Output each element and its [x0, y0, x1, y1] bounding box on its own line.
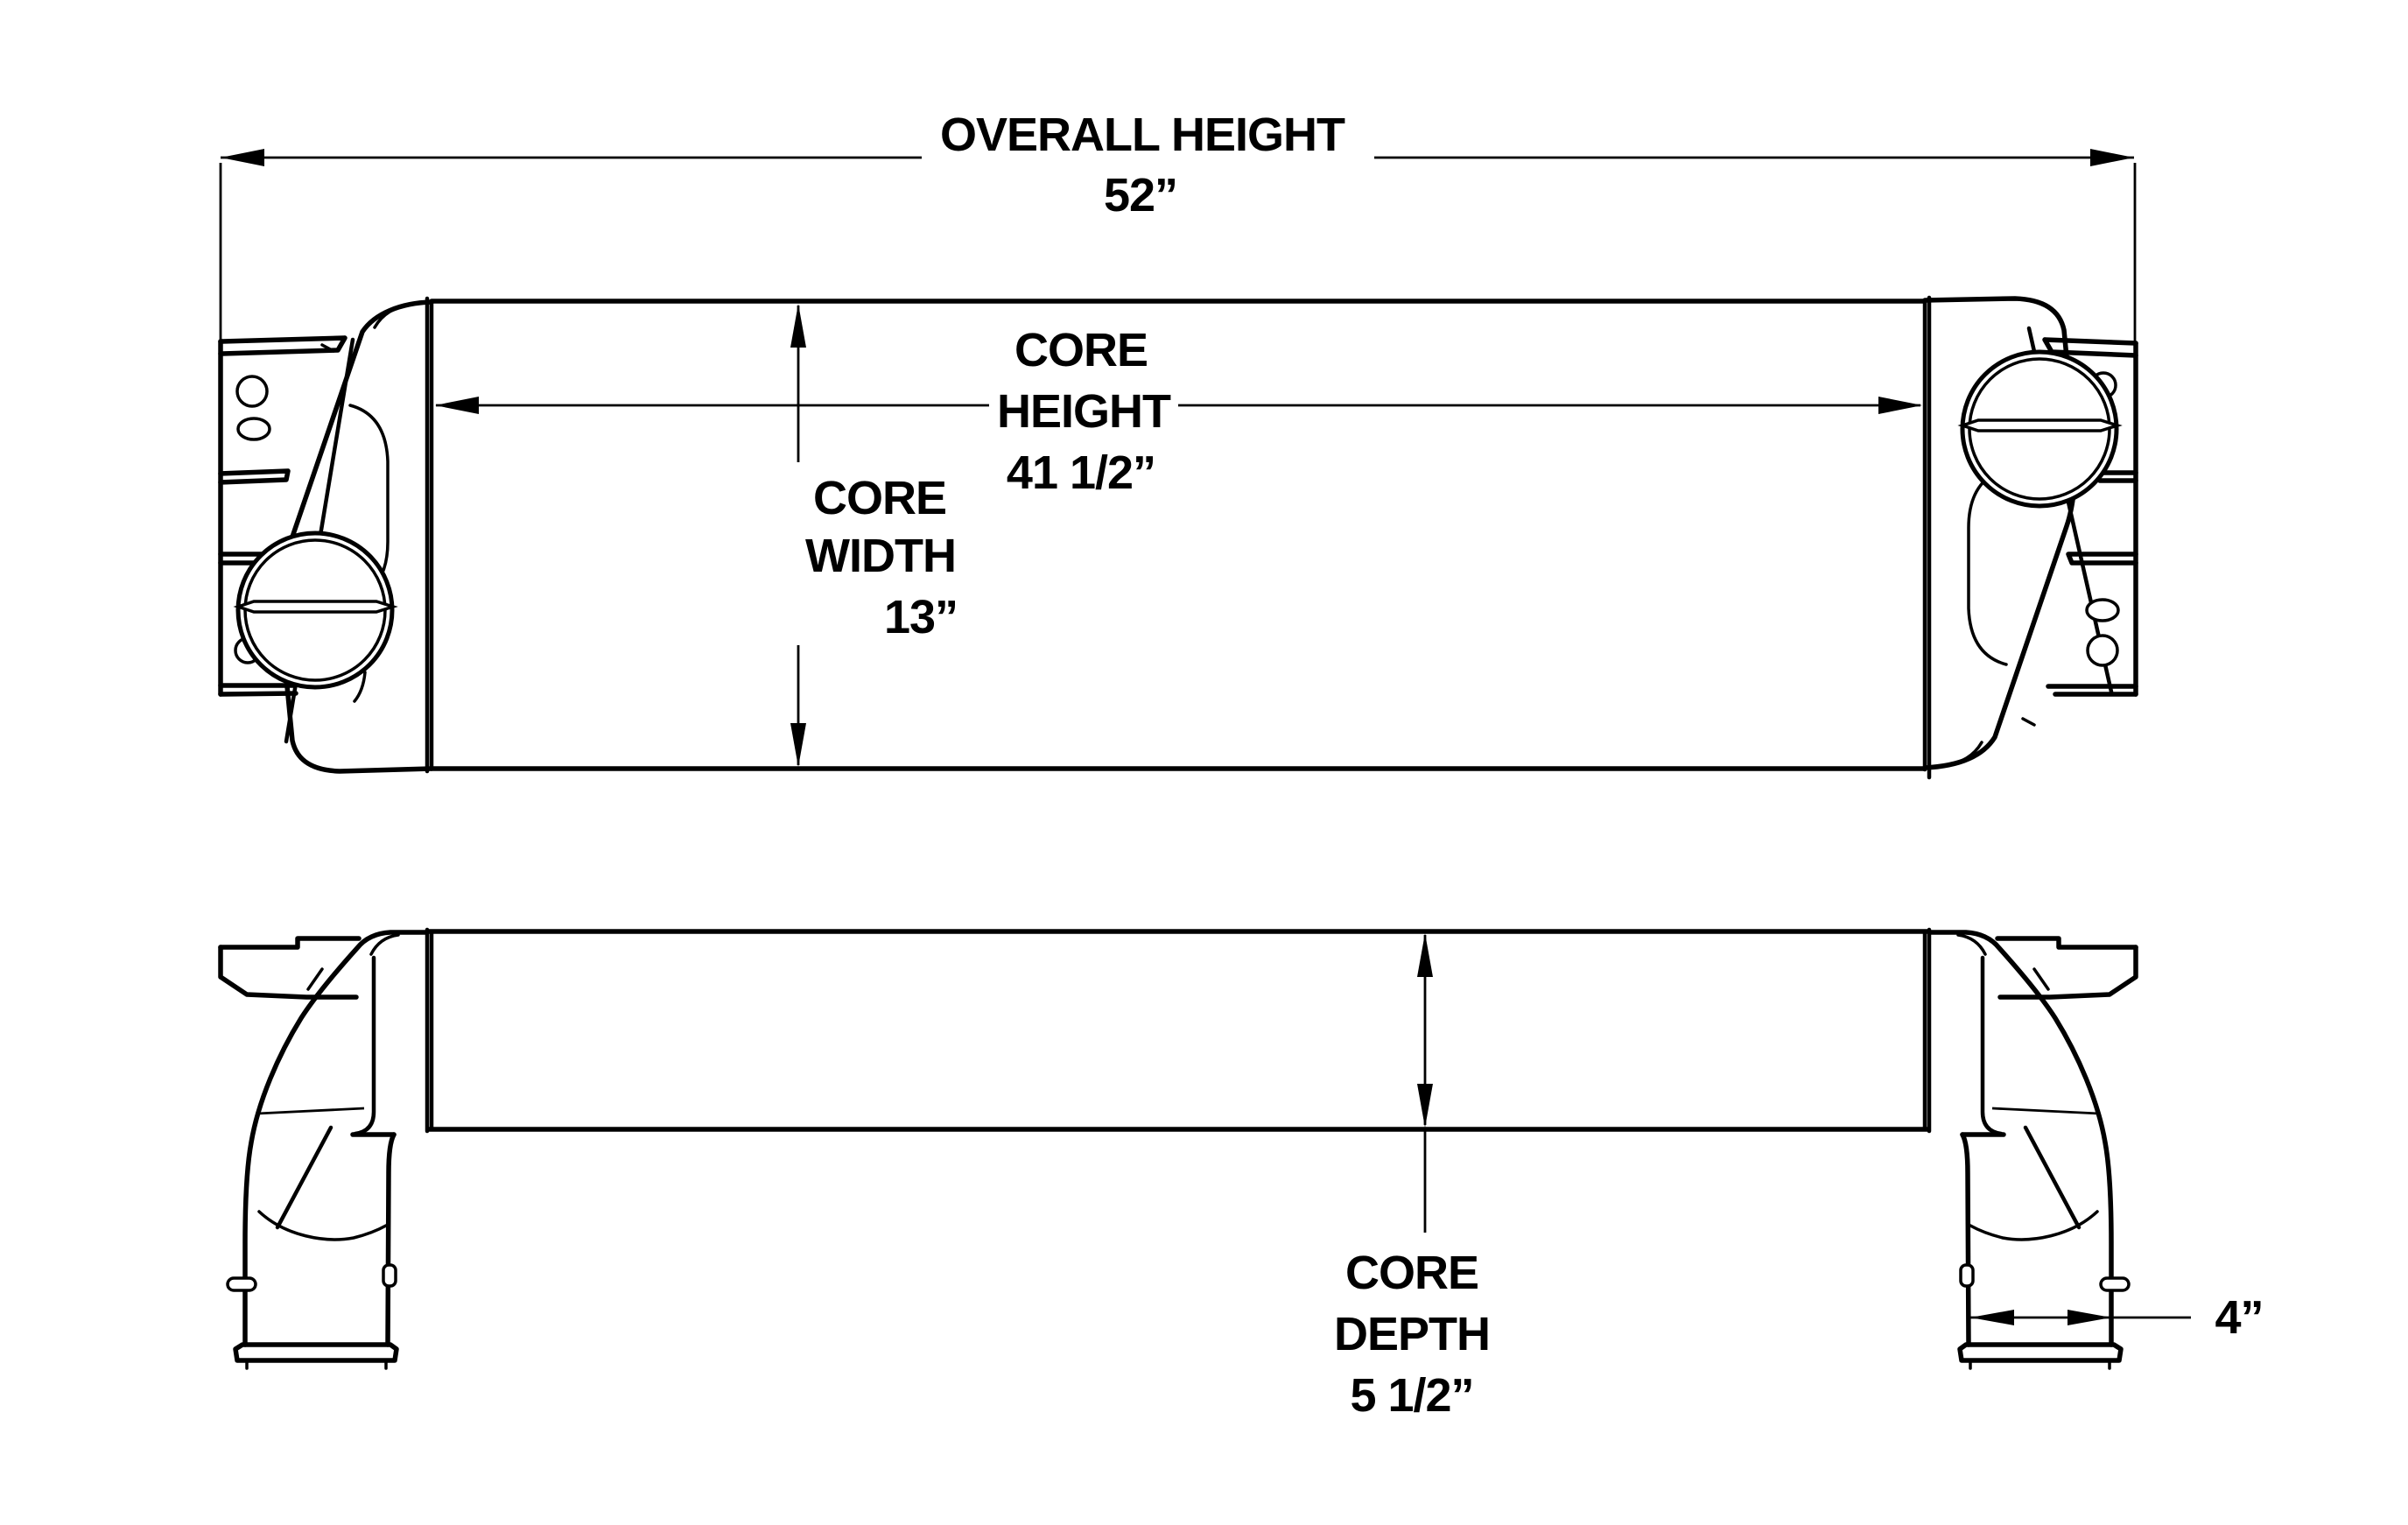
side-view — [221, 930, 2264, 1422]
port-plug-bar — [1962, 420, 2117, 431]
left-elbow-assembly — [221, 932, 427, 1368]
core-width-label-2: WIDTH — [805, 530, 956, 582]
core-depth-label-2: DEPTH — [1333, 1308, 1491, 1360]
bracket-hole-slot — [2087, 600, 2118, 621]
core-front — [427, 298, 1929, 777]
left-port — [235, 533, 393, 687]
bracket-hole-slot — [238, 418, 270, 439]
core-width-value: 13” — [883, 591, 958, 643]
arrowhead-right — [1878, 397, 1922, 414]
overall-height-dimension — [221, 109, 2135, 343]
core-depth-dimension — [1334, 933, 1490, 1422]
bracket-hole-round — [237, 376, 267, 406]
arrowhead-down — [1417, 1084, 1433, 1128]
overall-height-value: 52” — [1103, 169, 1178, 221]
arrowhead-right — [2090, 149, 2134, 166]
core-depth-value: 5 1/2” — [1350, 1369, 1474, 1422]
core-height-label-1: CORE — [1014, 324, 1148, 376]
core-height-label-2: HEIGHT — [996, 385, 1171, 438]
overall-height-label: OVERALL HEIGHT — [939, 109, 1345, 161]
outlet-width-value: 4” — [2215, 1291, 2264, 1344]
elbow-crease — [277, 1128, 331, 1227]
core-width-dimension — [790, 304, 958, 767]
right-elbow-assembly — [1929, 932, 2136, 1368]
arrowhead-up — [1417, 933, 1433, 977]
core-height-value: 41 1/2” — [1006, 446, 1156, 499]
clamp-ear — [228, 1278, 256, 1290]
core-depth-label-1: CORE — [1344, 1247, 1479, 1299]
front-view — [221, 109, 2136, 777]
arrowhead-left — [1970, 1310, 2014, 1325]
bracket-hole-round — [2088, 636, 2117, 665]
arrowhead-left — [435, 397, 479, 414]
right-port — [1962, 352, 2117, 506]
outlet-flange — [235, 1345, 397, 1360]
side-bracket-tab — [221, 938, 359, 947]
port-plug-bar — [238, 601, 393, 612]
core-side — [427, 930, 1929, 1131]
core-height-dimension — [435, 324, 1922, 499]
clamp-ear — [383, 1265, 396, 1286]
arrowhead-down — [790, 723, 806, 767]
outlet-width-dimension — [1970, 1291, 2264, 1344]
arrowhead-up — [790, 304, 806, 348]
core-width-label-1: CORE — [812, 472, 947, 524]
arrowhead-left — [221, 149, 264, 166]
arrowhead-right — [2068, 1310, 2111, 1325]
